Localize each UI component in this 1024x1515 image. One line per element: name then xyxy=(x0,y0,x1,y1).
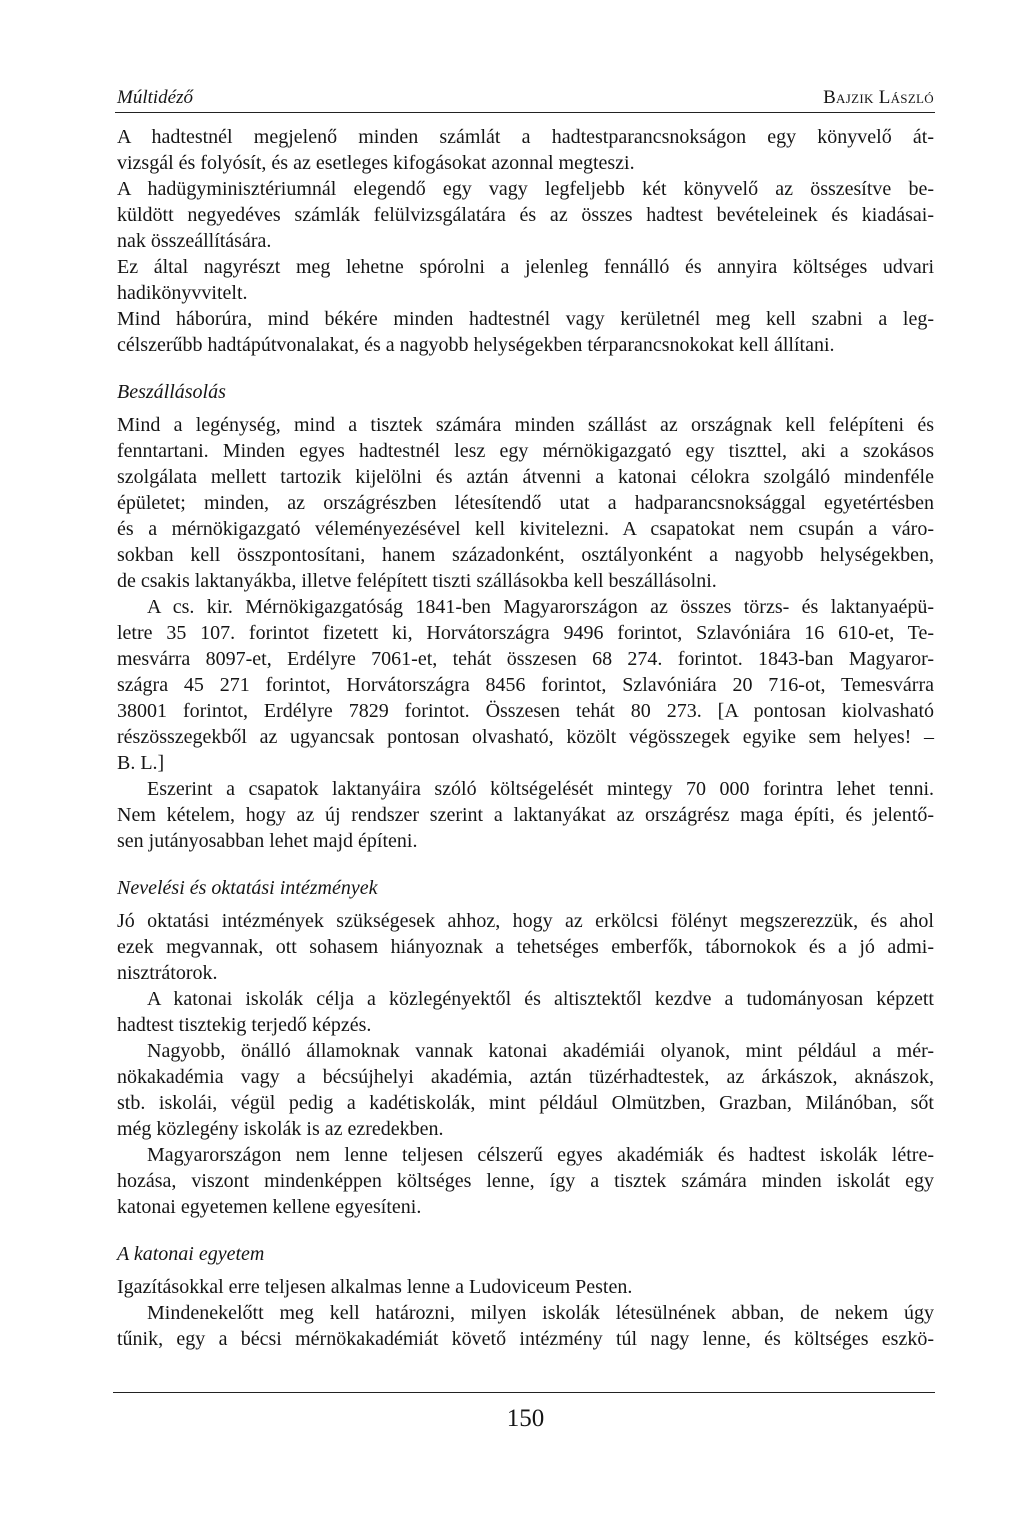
page-number: 150 xyxy=(506,1405,545,1432)
text-body xyxy=(117,124,934,1352)
text-line: Nem kételem, hogy az új rendszer szerint a laktanyákat az országrész maga építi, és jelentő- xyxy=(117,804,934,826)
section-heading: Nevelési és oktatási intézmények xyxy=(117,877,378,899)
text-line: Eszerint a csapatok laktanyáira szóló költségelését mintegy 70 000 forintra lehet tenni. xyxy=(147,778,934,800)
text-line: hadtest tisztekig terjedő képzés. xyxy=(117,1014,372,1036)
text-line: letre 35 107. forintot fizetett ki, Horvátországra 9496 forintot, Szlavóniára 16 610-et, Te- xyxy=(117,622,934,644)
footer-rule xyxy=(113,1392,935,1393)
paragraph xyxy=(117,306,934,358)
paragraph xyxy=(117,908,934,986)
text-line: szágra 45 271 forintot, Horvátországra 8456 forintot, Szlavóniára 20 716-ot, Temesvárra xyxy=(117,674,934,696)
text-line: nökakadémia vagy a bécsújhelyi akadémia, aztán tüzérhadtestek, az árkászok, aknászok, xyxy=(117,1066,934,1088)
text-line: hozása, viszont mindenképpen költséges lenne, így a tisztek számára minden iskolát egy xyxy=(117,1170,934,1192)
paragraph xyxy=(117,1142,934,1220)
text-line: Igazításokkal erre teljesen alkalmas lenne a Ludoviceum Pesten. xyxy=(117,1276,633,1298)
text-line: hadikönyvvitelt. xyxy=(117,282,248,304)
text-line: és a mérnökigazgató véleményezésével kell kivitelezni. A csapatokat nem csupán a váro- xyxy=(117,518,934,540)
text-line: még közlegény iskolák is az ezredekben. xyxy=(117,1118,444,1140)
text-line: részösszegekből az ugyancsak pontosan olvasható, közölt végösszegek egyike sem helyes! – xyxy=(117,726,934,748)
text-line: katonai egyetemen kellene egyesíteni. xyxy=(117,1196,422,1218)
paragraph xyxy=(117,254,934,306)
paragraph xyxy=(117,176,934,254)
paragraph xyxy=(117,1274,934,1300)
text-line: épületet; minden, az országrészben létesítendő utat a hadparancsnoksággal egyetértésben xyxy=(117,492,934,514)
text-line: A hadügyminisztériumnál elegendő egy vagy legfeljebb két könyvelő az összesítve be- xyxy=(117,178,934,200)
text-line: A katonai iskolák célja a közlegényektől és altisztektől kezdve a tudományosan képzett xyxy=(147,988,934,1010)
text-line: 38001 forintot, Erdélyre 7829 forintot. Összesen tehát 80 273. [A pontosan kiolvasható xyxy=(117,700,934,722)
text-line: A hadtestnél megjelenő minden számlát a hadtestparancsnokságon egy könyvelő át- xyxy=(117,126,934,148)
text-line: küldött negyedéves számlák felülvizsgálatára és az összes hadtest bevételeinek és kiadásai- xyxy=(117,204,934,226)
text-line: fenntartani. Minden egyes hadtestnél lesz egy mérnökigazgató egy tiszttel, aki a szokásos xyxy=(117,440,934,462)
text-line: stb. iskolái, végül pedig a kadétiskolák, mint például Olmützben, Grazban, Milánóban, sőt xyxy=(117,1092,934,1114)
paragraph xyxy=(117,1300,934,1352)
text-line: nak összeállítására. xyxy=(117,230,272,252)
text-line: Mindenekelőtt meg kell határozni, milyen iskolák létesülnének abban, de nekem úgy xyxy=(147,1302,934,1324)
text-line: de csakis laktanyákba, illetve felépített tiszti szállásokba kell beszállásolni. xyxy=(117,570,717,592)
text-line: B. L.] xyxy=(117,752,165,774)
paragraph xyxy=(117,412,934,594)
text-line: vizsgál és folyósít, és az esetleges kifogásokat azonnal megteszi. xyxy=(117,152,635,174)
paragraph xyxy=(117,1038,934,1142)
text-line: mesvárra 8097-et, Erdélyre 7061-et, tehát összesen 68 274. forintot. 1843-ban Magyaror- xyxy=(117,648,934,670)
text-line: Magyarországon nem lenne teljesen célszerű egyes akadémiák és hadtest iskolák létre- xyxy=(147,1144,934,1166)
running-head-author: Bajzik László xyxy=(823,87,934,108)
paragraph xyxy=(117,594,934,776)
text-line: nisztrátorok. xyxy=(117,962,218,984)
text-line: tűnik, egy a bécsi mérnökakadémiát követő intézmény túl nagy lenne, és költséges eszkö- xyxy=(117,1328,934,1350)
text-line: A cs. kir. Mérnökigazgatóság 1841-ben Magyarországon az összes törzs- és laktanyaépü- xyxy=(147,596,934,618)
text-line: Mind a legénység, mind a tisztek számára minden szállást az országnak kell felépíteni és xyxy=(117,414,934,436)
text-line: Jó oktatási intézmények szükségesek ahhoz, hogy az erkölcsi fölényt megszerezzük, és ahol xyxy=(117,910,934,932)
paragraph xyxy=(117,986,934,1038)
text-line: Nagyobb, önálló államoknak vannak katonai akadémiái olyanok, mint például a mér- xyxy=(147,1040,934,1062)
text-line: célszerűbb hadtápútvonalakat, és a nagyobb helységekben térparancsnokokat kell állítani. xyxy=(117,334,835,356)
text-line: Mind háborúra, mind békére minden hadtestnél vagy kerületnél meg kell szabni a leg- xyxy=(117,308,934,330)
text-line: sen jutányosabban lehet majd építeni. xyxy=(117,830,418,852)
section-heading: A katonai egyetem xyxy=(117,1243,265,1265)
paragraph xyxy=(117,776,934,854)
text-line: sokban kell összpontosítani, hanem századonként, osztályonként a nagyobb helységekben, xyxy=(117,544,934,566)
text-line: ezek megvannak, ott sohasem hiányoznak a tehetséges emberfők, tábornokok és a jó admi- xyxy=(117,936,934,958)
running-head xyxy=(115,86,935,113)
paragraph xyxy=(117,124,934,176)
running-head-title: Múltidéző xyxy=(117,87,193,108)
text-line: szolgálata mellett tartozik kijelölni és aztán átvenni a katonai célokra szolgáló mindenféle xyxy=(117,466,934,488)
text-line: Ez által nagyrészt meg lehetne spórolni a jelenleg fennálló és annyira költséges udvari xyxy=(117,256,934,278)
section-heading: Beszállásolás xyxy=(117,381,226,403)
